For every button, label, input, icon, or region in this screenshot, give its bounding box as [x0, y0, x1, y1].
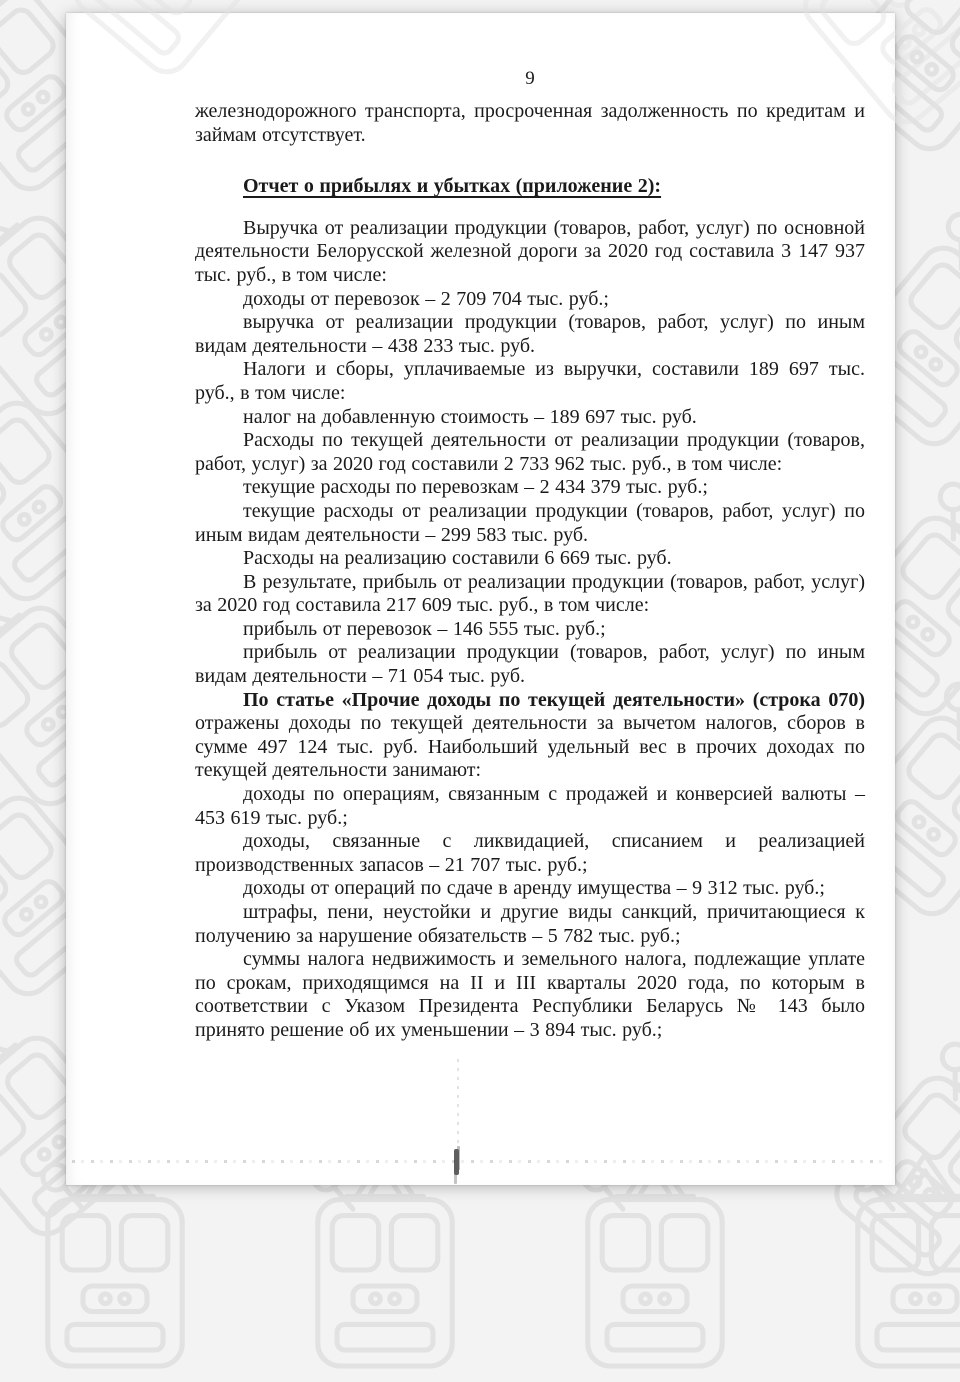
paragraph-text: выручка от реализации продукции (товаров, работ, услуг) по иным видам деятельности – 438 233 тыс. руб. — [195, 311, 865, 357]
paragraph-text: суммы налога недвижимость и земельного налога, подлежащие уплате по срокам, приходящимся на II и III кварталы 2020 года, по которым в соответствии с Указом Президента Республики Беларусь № 143 было принято решение об их уменьшении – 3 894 тыс. руб.; — [195, 948, 865, 1041]
paragraph — [195, 901, 865, 948]
paragraph-text: доходы по операциям, связанным с продажей и конверсией валюты – 453 619 тыс. руб.; — [195, 783, 865, 829]
paragraph — [195, 429, 865, 476]
paragraph — [195, 500, 865, 547]
paragraph-text: Налоги и сборы, уплачиваемые из выручки, составили 189 697 тыс. руб., в том числе: — [195, 358, 865, 404]
paragraph-text: налог на добавленную стоимость – 189 697 тыс. руб. — [243, 405, 697, 428]
paragraph — [195, 311, 865, 358]
paragraph — [195, 547, 865, 571]
document-body — [195, 217, 865, 1043]
paragraph-text: доходы, связанные с ликвидацией, списанием и реализацией производственных запасов – 21 707 тыс. руб.; — [195, 830, 865, 876]
paragraph — [195, 571, 865, 618]
paragraph-text: Расходы по текущей деятельности от реализации продукции (товаров, работ, услуг) за 2020 год составили 2 733 962 тыс. руб., в том числе: — [195, 429, 865, 475]
paragraph-text: Выручка от реализации продукции (товаров, работ, услуг) по основной деятельности Белорусской железной дороги за 2020 год составила 3 147 937 тыс. руб., в том числе: — [195, 216, 865, 286]
paragraph — [195, 783, 865, 830]
paragraph — [195, 406, 865, 430]
paragraph-text: доходы от перевозок – 2 709 704 тыс. руб.; — [243, 287, 609, 310]
paragraph — [195, 877, 865, 901]
paragraph — [195, 476, 865, 500]
scan-crease-mark — [457, 1059, 459, 1147]
paragraph-text: В результате, прибыль от реализации продукции (товаров, работ, услуг) за 2020 год составила 217 609 тыс. руб., в том числе: — [195, 570, 865, 617]
paragraph — [195, 830, 865, 877]
paragraph — [195, 641, 865, 688]
scan-ink-blot — [454, 1149, 459, 1175]
paragraph-text: прибыль от реализации продукции (товаров, работ, услуг) по иным видам деятельности – 71 054 тыс. руб. — [195, 641, 865, 688]
paragraph-text: доходы от операций по сдаче в аренду имущества – 9 312 тыс. руб.; — [243, 877, 825, 900]
paragraph — [195, 689, 865, 783]
paragraph — [195, 358, 865, 405]
scan-artifact-line — [72, 1160, 887, 1163]
paragraph-text: текущие расходы от реализации продукции (товаров, работ, услуг) по иным видам деятельности – 299 583 тыс. руб. — [195, 499, 865, 546]
page-number: 9 — [525, 68, 535, 89]
paragraph-text: штрафы, пени, неустойки и другие виды санкций, причитающиеся к получению за нарушение обязательств – 5 782 тыс. руб.; — [195, 901, 865, 947]
paragraph — [195, 217, 865, 288]
paragraph-bold-lead: По статье «Прочие доходы по текущей деятельности» (строка 070) — [243, 688, 865, 711]
paragraph — [195, 948, 865, 1042]
paragraph — [195, 618, 865, 642]
paragraph-text: Расходы на реализацию составили 6 669 тыс. руб. — [243, 547, 672, 570]
paragraph-text: прибыль от перевозок – 146 555 тыс. руб.; — [243, 617, 606, 640]
paragraph — [195, 288, 865, 312]
section-heading — [195, 175, 865, 199]
section-heading-text: Отчет о прибылях и убытках (приложение 2): — [243, 175, 662, 198]
document-page — [66, 13, 895, 1185]
paragraph-intro: железнодорожного транспорта, просроченная задолженность по кредитам и займам отсутствует. — [195, 100, 865, 146]
paragraph-text: текущие расходы по перевозкам – 2 434 379 тыс. руб.; — [243, 476, 708, 499]
document-content — [195, 68, 865, 1043]
paragraph-text: отражены доходы по текущей деятельности за вычетом налогов, сборов в сумме 497 124 тыс. руб. Наибольший удельный вес в прочих доходах по текущей деятельности занимают: — [195, 712, 865, 782]
